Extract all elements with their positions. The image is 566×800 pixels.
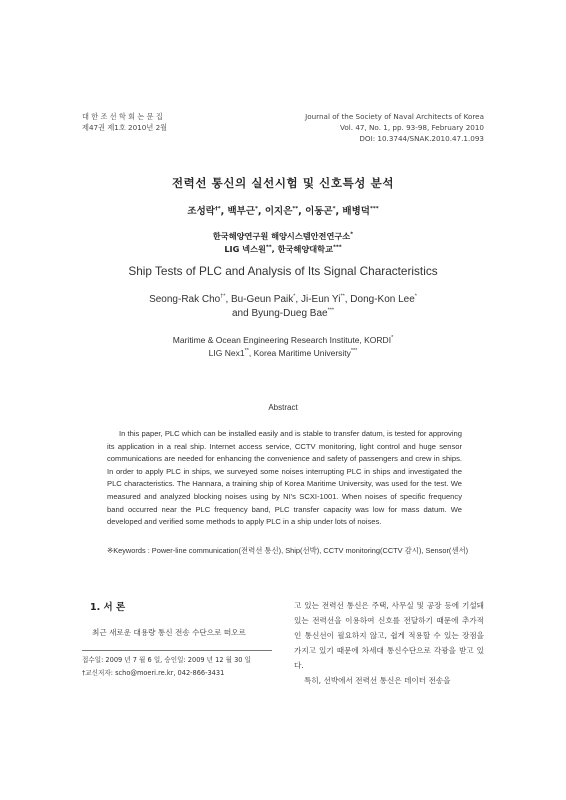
author-list-english — [0, 293, 566, 321]
keywords: ※Keywords : Power-line communication(전력선 통신), Ship(선박), CCTV monitoring(CCTV 감시), Sensor(센서) — [107, 546, 469, 555]
author-name: 조성락 — [187, 206, 215, 217]
affiliation: Korea Maritime University — [253, 347, 351, 358]
paragraph: 특히, 선박에서 전력선 통신은 데이터 전송을 — [304, 676, 451, 685]
affiliation: LIG 넥스원 — [224, 243, 266, 254]
author-name: Bu-Geun Paik — [231, 294, 294, 305]
author-mark: ** — [292, 205, 299, 212]
author-mark: ** — [340, 293, 345, 300]
separator: , — [271, 243, 278, 254]
footnote-corresponding-author: †교신저자: scho@moeri.re.kr, 042-866-3431 — [82, 669, 225, 677]
paper-title-english: Ship Tests of PLC and Analysis of Its Signal Characteristics — [128, 264, 438, 278]
paper-title-korean: 전력선 통신의 실선시험 및 신호특성 분석 — [171, 176, 395, 190]
affiliation-mark: * — [350, 231, 354, 238]
author-name: 이지은 — [264, 206, 293, 217]
affiliation-mark: * — [391, 335, 394, 342]
separator: , — [220, 206, 228, 217]
author-mark: †* — [220, 293, 226, 300]
affiliation: 한국해양연구원 해양시스템안전연구소 — [212, 231, 351, 241]
author-name: Dong-Kon Lee — [350, 294, 415, 305]
journal-header-korean — [82, 111, 167, 133]
affiliation-mark: ** — [265, 243, 272, 250]
author-name: 백부근 — [227, 206, 256, 217]
author-list-korean — [0, 203, 566, 217]
affiliation-line — [0, 243, 566, 256]
author-mark: *** — [369, 205, 379, 212]
separator: , — [225, 294, 231, 305]
affiliations-english — [0, 334, 566, 359]
journal-volume-korean: 제47권 제1호 2010년 2월 — [82, 123, 168, 132]
affiliation: Maritime & Ocean Engineering Research Institute, KORDI — [172, 335, 392, 345]
abstract-body: In this paper, PLC which can be installed easily and is stable to transfer datum, is tested for approving its application in a real ship. Internet access service, CCTV monitoring, light control and huge sensor communications are needed for enhancing the convenience and safety of passengers and crew in ships. In order to apply PLC in ships, we surveyed some noises interrupting PLC in ships and investigated the PLC characteristics. The Hannara, a training ship of Korea Maritime University, was used for the test. We measured and analyzed blocking noises using by NI's SCXI-1001. When noises of specific frequency band occurred near the PLC frequency band, PLC transfer capacity was low for mass datum. We developed and verified some methods to apply PLC in a ship under lots of noises. — [107, 429, 462, 527]
section-heading-introduction: 1. 서 론 — [90, 602, 126, 613]
separator: , — [344, 294, 351, 305]
body-text-right-column — [294, 598, 484, 688]
journal-name-english: Journal of the Society of Naval Architects of Korea — [305, 112, 484, 121]
affiliation-mark: *** — [333, 243, 342, 250]
footnote-divider — [82, 650, 272, 651]
author-line — [0, 307, 566, 321]
doi: DOI: 10.3744/SNAK.2010.47.1.093 — [359, 134, 484, 143]
abstract-heading: Abstract — [268, 403, 298, 412]
affiliation-mark: ** — [244, 347, 249, 354]
affiliation-line — [0, 334, 566, 347]
author-name: 배병덕 — [342, 206, 370, 217]
affiliation-line — [0, 230, 566, 243]
author-name: 이동곤 — [305, 206, 333, 217]
author-line — [0, 293, 566, 307]
separator: , — [295, 294, 301, 305]
body-text-left-column: 최근 새로운 대용량 통신 전송 수단으로 떠오르 — [92, 628, 246, 637]
author-mark: * — [332, 205, 336, 212]
author-mark: * — [414, 293, 417, 300]
separator: , — [298, 206, 306, 217]
separator: , — [248, 347, 254, 358]
author-mark: *** — [327, 307, 335, 314]
journal-volume-english: Vol. 47, No. 1, pp. 93-98, February 2010 — [340, 123, 484, 132]
author-name: Seong-Rak Cho — [149, 294, 221, 305]
author-mark: * — [293, 293, 296, 300]
author-name: Ji-Eun Yi — [300, 294, 341, 305]
author-name: Byung-Dueg Bae — [251, 308, 328, 319]
affiliation-mark: *** — [350, 347, 358, 354]
journal-header-english — [305, 111, 484, 144]
affiliation: LIG Nex1 — [208, 347, 245, 358]
conjunction: and — [231, 308, 252, 319]
author-mark: * — [255, 205, 258, 212]
affiliation-line — [0, 347, 566, 360]
journal-name-korean: 대 한 조 선 학 회 논 문 집 — [82, 112, 163, 121]
author-mark: †* — [214, 205, 221, 212]
footnote-received-date: 접수일: 2009 년 7 월 6 일, 승인일: 2009 년 12 월 30 일 — [82, 656, 251, 664]
separator: , — [257, 206, 265, 217]
affiliations-korean — [0, 230, 566, 255]
paragraph: 고 있는 전력선 통신은 주택, 사무실 및 공장 등에 기설돼 있는 전력선을 이용하여 신호를 전달하기 때문에 추가적인 통신선이 필요하지 않고, 쉽게 적용할 수 있는 장점을 가지고 있기 때문에 차세대 통신수단으로 각광을 받고 있다. — [294, 601, 484, 670]
affiliation: 한국해양대학교 — [277, 243, 334, 254]
separator: , — [335, 206, 343, 217]
